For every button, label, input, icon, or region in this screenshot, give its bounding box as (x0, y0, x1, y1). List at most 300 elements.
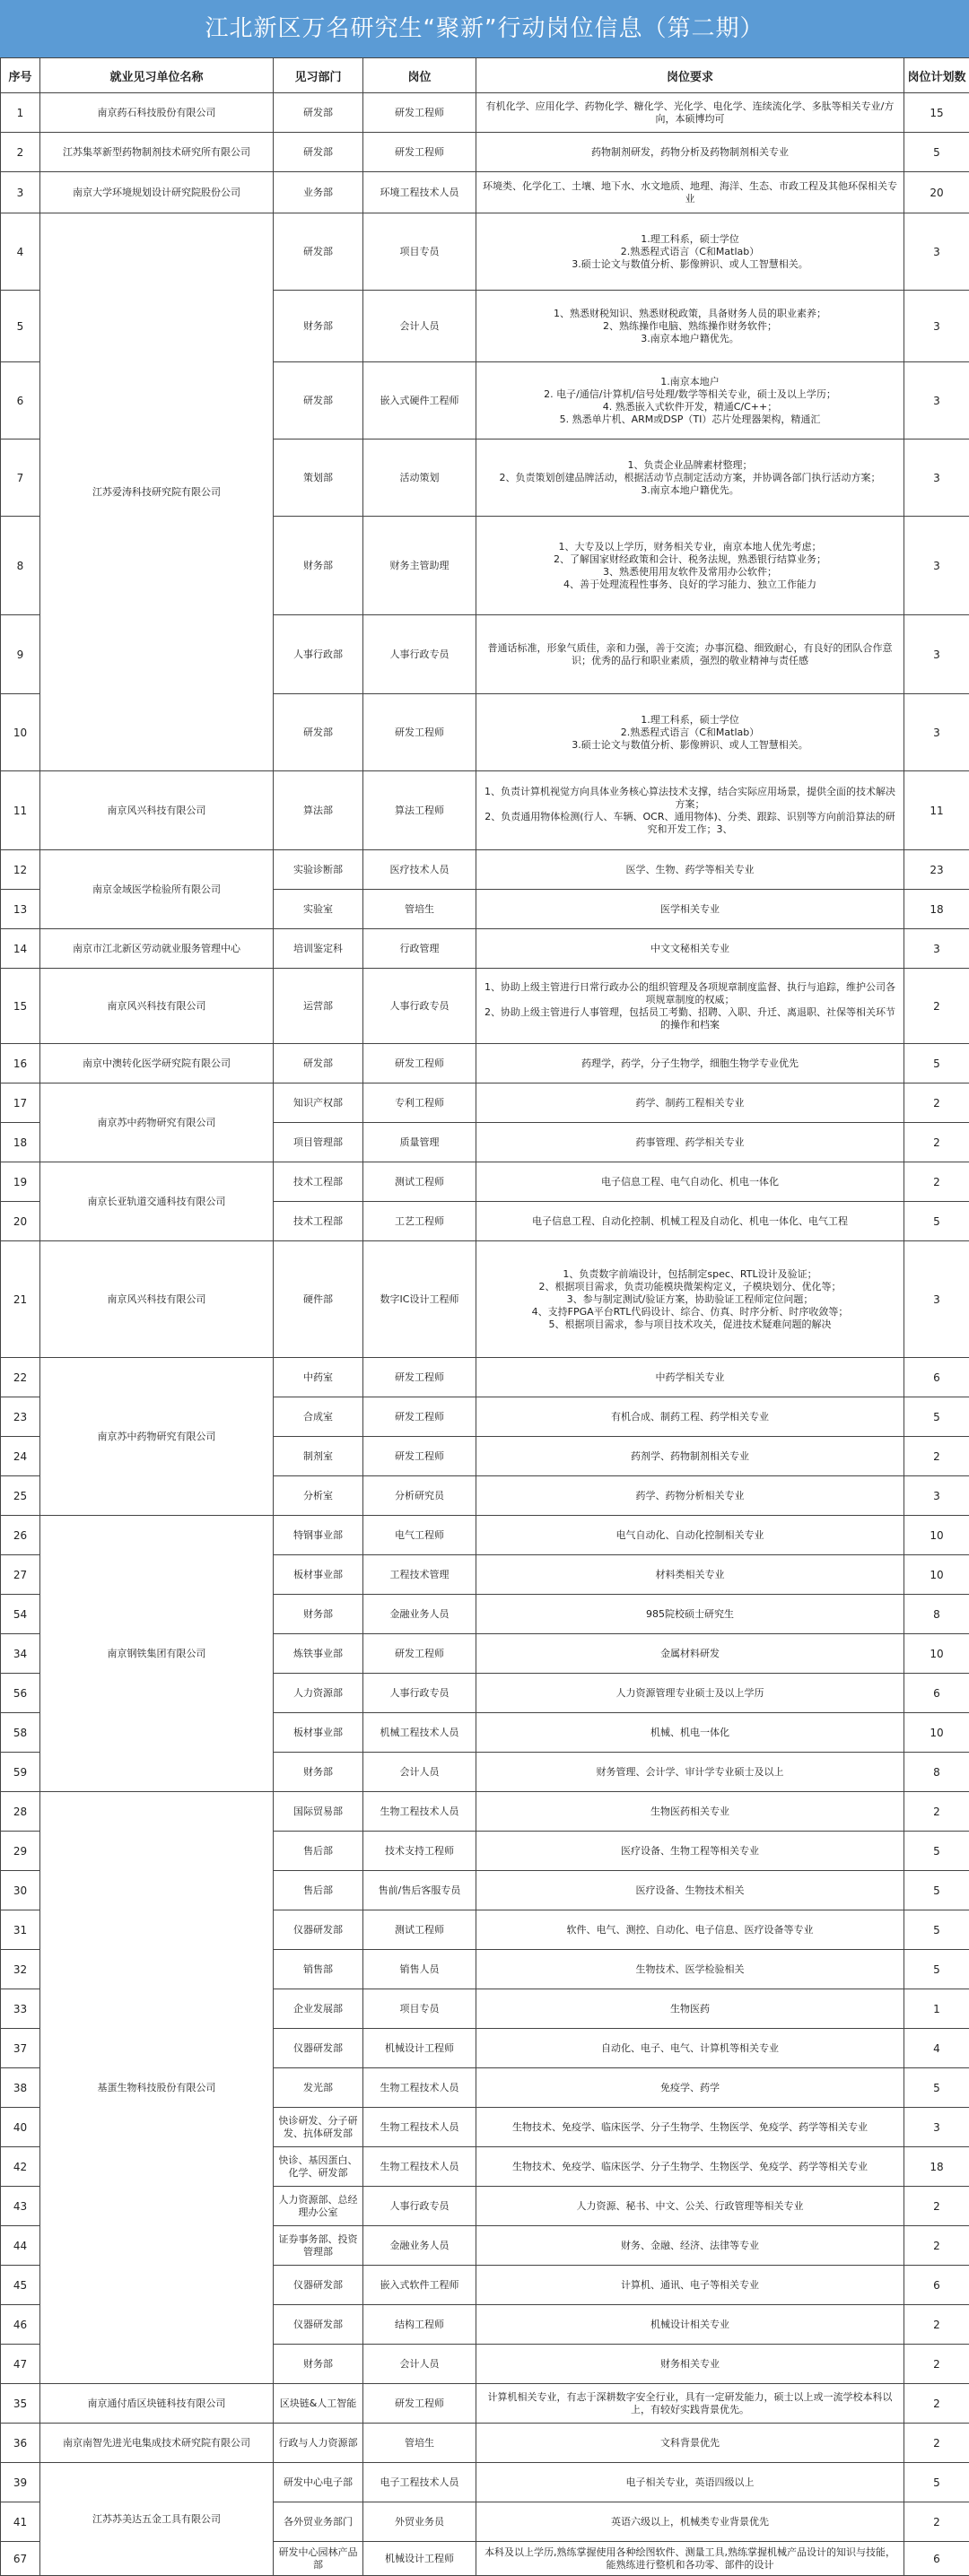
row-number: 8 (1, 517, 40, 615)
position: 机械设计工程师 (363, 2029, 476, 2068)
row-number: 56 (1, 1674, 40, 1713)
position: 工程技术管理 (363, 1555, 476, 1595)
row-number: 13 (1, 890, 40, 929)
department: 行政与人力资源部 (274, 2424, 363, 2463)
unit-name: 南京市江北新区劳动就业服务管理中心 (40, 929, 274, 969)
plan-count: 5 (904, 1832, 969, 1871)
plan-count: 3 (904, 1241, 969, 1358)
requirements: 1、熟悉财税知识、熟悉财税政策，具备财务人员的职业素养； 2、熟练操作电脑、熟练操作财务软件； 3.南京本地户籍优先。 (476, 291, 904, 362)
row-number: 17 (1, 1083, 40, 1123)
department: 人力资源部、总经理办公室 (274, 2187, 363, 2226)
position: 机械工程技术人员 (363, 1713, 476, 1753)
position: 结构工程师 (363, 2305, 476, 2345)
table-header-row (1, 58, 969, 93)
plan-count: 2 (904, 2384, 969, 2424)
table-row (1, 93, 969, 133)
unit-name: 南京大学环境规划设计研究院股份公司 (40, 172, 274, 213)
position: 研发工程师 (363, 694, 476, 771)
position: 生物工程技术人员 (363, 1792, 476, 1832)
requirements: 药学、制药工程相关专业 (476, 1083, 904, 1123)
table-body (1, 93, 969, 2576)
row-number: 21 (1, 1241, 40, 1358)
row-number: 31 (1, 1910, 40, 1950)
row-number: 3 (1, 172, 40, 213)
row-number: 4 (1, 213, 40, 291)
requirements: 机械设计相关专业 (476, 2305, 904, 2345)
header-count: 岗位计划数 (904, 58, 969, 93)
department: 研发部 (274, 694, 363, 771)
department: 财务部 (274, 1595, 363, 1634)
position: 行政管理 (363, 929, 476, 969)
unit-name: 南京药石科技股份有限公司 (40, 93, 274, 133)
department: 快诊研发、分子研发、抗体研发部 (274, 2108, 363, 2147)
row-number: 46 (1, 2305, 40, 2345)
position: 研发工程师 (363, 133, 476, 172)
plan-count: 11 (904, 771, 969, 850)
table-row (1, 2384, 969, 2424)
row-number: 54 (1, 1595, 40, 1634)
plan-count: 2 (904, 1123, 969, 1162)
row-number: 67 (1, 2542, 40, 2576)
department: 中药室 (274, 1358, 363, 1397)
department: 策划部 (274, 439, 363, 517)
unit-name: 南京风兴科技有限公司 (40, 1241, 274, 1358)
table-row (1, 929, 969, 969)
plan-count: 10 (904, 1713, 969, 1753)
position: 财务主管助理 (363, 517, 476, 615)
row-number: 43 (1, 2187, 40, 2226)
table-row (1, 2463, 969, 2502)
department: 财务部 (274, 2345, 363, 2384)
position: 电子工程技术人员 (363, 2463, 476, 2502)
header-requirements: 岗位要求 (476, 58, 904, 93)
department: 研发中心园林产品部 (274, 2542, 363, 2576)
table-row (1, 2424, 969, 2463)
position: 技术支持工程师 (363, 1832, 476, 1871)
requirements: 有机合成、制药工程、药学相关专业 (476, 1397, 904, 1437)
row-number: 1 (1, 93, 40, 133)
row-number: 12 (1, 850, 40, 890)
department: 知识产权部 (274, 1083, 363, 1123)
requirements: 药物制剂研发，药物分析及药物制剂相关专业 (476, 133, 904, 172)
department: 算法部 (274, 771, 363, 850)
plan-count: 6 (904, 1674, 969, 1713)
plan-count: 1 (904, 1989, 969, 2029)
job-table (0, 57, 969, 2576)
requirements: 医学相关专业 (476, 890, 904, 929)
requirements: 机械、机电一体化 (476, 1713, 904, 1753)
plan-count: 5 (904, 133, 969, 172)
table-row (1, 133, 969, 172)
requirements: 医疗设备、生物工程等相关专业 (476, 1832, 904, 1871)
department: 合成室 (274, 1397, 363, 1437)
table-row (1, 969, 969, 1044)
plan-count: 5 (904, 1397, 969, 1437)
requirements: 1、负责计算机视觉方向具体业务核心算法技术支撑，结合实际应用场景，提供全面的技术解决方案； 2、负责通用物体检测(行人、车辆、OCR、通用物体)、分类、跟踪、识别等方向前沿算法的研究和开发工作；3、 (476, 771, 904, 850)
department: 财务部 (274, 291, 363, 362)
requirements: 软件、电气、测控、自动化、电子信息、医疗设备等专业 (476, 1910, 904, 1950)
department: 技术工程部 (274, 1162, 363, 1202)
row-number: 44 (1, 2226, 40, 2266)
requirements: 材料类相关专业 (476, 1555, 904, 1595)
position: 销售人员 (363, 1950, 476, 1989)
department: 分析室 (274, 1476, 363, 1516)
plan-count: 8 (904, 1595, 969, 1634)
position: 测试工程师 (363, 1162, 476, 1202)
row-number: 33 (1, 1989, 40, 2029)
department: 财务部 (274, 1753, 363, 1792)
department: 项目管理部 (274, 1123, 363, 1162)
requirements: 财务管理、会计学、审计学专业硕士及以上 (476, 1753, 904, 1792)
department: 研发中心电子部 (274, 2463, 363, 2502)
requirements: 1、负责企业品牌素材整理； 2、负责策划创建品牌活动，根据活动节点制定活动方案，并协调各部门执行活动方案； 3.南京本地户籍优先。 (476, 439, 904, 517)
table-row (1, 1044, 969, 1083)
requirements: 生物医药 (476, 1989, 904, 2029)
department: 实验室 (274, 890, 363, 929)
plan-count: 5 (904, 1910, 969, 1950)
requirements: 985院校硕士研究生 (476, 1595, 904, 1634)
row-number: 32 (1, 1950, 40, 1989)
table-row (1, 1358, 969, 1397)
row-number: 5 (1, 291, 40, 362)
row-number: 20 (1, 1202, 40, 1241)
unit-name: 基蛋生物科技股份有限公司 (40, 1792, 274, 2384)
requirements: 财务、金融、经济、法律等专业 (476, 2226, 904, 2266)
department: 仪器研发部 (274, 1910, 363, 1950)
requirements: 本科及以上学历,熟练掌握使用各种绘图软件、测量工具,熟练掌握机械产品设计的知识与技能，能熟练进行整机和各功零、部件的设计 (476, 2542, 904, 2576)
unit-name: 南京长亚轨道交通科技有限公司 (40, 1162, 274, 1241)
header-post: 岗位 (363, 58, 476, 93)
department: 实验诊断部 (274, 850, 363, 890)
plan-count: 6 (904, 1358, 969, 1397)
plan-count: 3 (904, 694, 969, 771)
unit-name: 南京苏中药物研究有限公司 (40, 1358, 274, 1516)
row-number: 41 (1, 2502, 40, 2542)
department: 特钢事业部 (274, 1516, 363, 1555)
unit-name: 南京通付盾区块链科技有限公司 (40, 2384, 274, 2424)
row-number: 34 (1, 1634, 40, 1674)
unit-name: 南京钢铁集团有限公司 (40, 1516, 274, 1792)
position: 人事行政专员 (363, 615, 476, 694)
department: 证券事务部、投资管理部 (274, 2226, 363, 2266)
requirements: 1.南京本地户 2. 电子/通信/计算机/信号处理/数学等相关专业，硕士及以上学历； 4. 熟悉嵌入式软件开发，精通C/C++； 5. 熟悉单片机、ARM或DSP（TI）芯片处理器架构，精通汇 (476, 362, 904, 439)
plan-count: 5 (904, 1044, 969, 1083)
plan-count: 2 (904, 2187, 969, 2226)
position: 电气工程师 (363, 1516, 476, 1555)
department: 人力资源部 (274, 1674, 363, 1713)
row-number: 40 (1, 2108, 40, 2147)
plan-count: 10 (904, 1555, 969, 1595)
department: 售后部 (274, 1832, 363, 1871)
requirements: 1、大专及以上学历，财务相关专业，南京本地人优先考虑； 2、了解国家财经政策和会计、税务法规，熟悉银行结算业务； 3、熟悉使用用友软件及常用办公软件； 4、善于处理流程性事务、良好的学习能力、独立工作能力 (476, 517, 904, 615)
plan-count: 2 (904, 2502, 969, 2542)
row-number: 59 (1, 1753, 40, 1792)
requirements: 生物技术、免疫学、临床医学、分子生物学、生物医学、免疫学、药学等相关专业 (476, 2108, 904, 2147)
department: 区块链&人工智能 (274, 2384, 363, 2424)
requirements: 计算机、通讯、电子等相关专业 (476, 2266, 904, 2305)
position: 嵌入式硬件工程师 (363, 362, 476, 439)
unit-name: 南京金域医学检验所有限公司 (40, 850, 274, 929)
row-number: 14 (1, 929, 40, 969)
department: 制剂室 (274, 1437, 363, 1476)
row-number: 16 (1, 1044, 40, 1083)
requirements: 1.理工科系，硕士学位 2.熟悉程式语言（C和Matlab） 3.硕士论文与数值分析、影像辨识、或人工智慧相关。 (476, 213, 904, 291)
row-number: 24 (1, 1437, 40, 1476)
row-number: 7 (1, 439, 40, 517)
row-number: 30 (1, 1871, 40, 1910)
plan-count: 2 (904, 2424, 969, 2463)
position: 会计人员 (363, 2345, 476, 2384)
unit-name: 南京苏中药物研究有限公司 (40, 1083, 274, 1162)
department: 培训鉴定科 (274, 929, 363, 969)
position: 外贸业务员 (363, 2502, 476, 2542)
requirements: 计算机相关专业，有志于深耕数字安全行业，具有一定研发能力，硕士以上或一流学校本科以上，有较好实践背景优先。 (476, 2384, 904, 2424)
row-number: 42 (1, 2147, 40, 2187)
plan-count: 8 (904, 1753, 969, 1792)
requirements: 财务相关专业 (476, 2345, 904, 2384)
requirements: 英语六级以上，机械类专业背景优先 (476, 2502, 904, 2542)
row-number: 9 (1, 615, 40, 694)
plan-count: 18 (904, 890, 969, 929)
plan-count: 3 (904, 2108, 969, 2147)
plan-count: 20 (904, 172, 969, 213)
row-number: 38 (1, 2068, 40, 2108)
requirements: 电子信息工程、电气自动化、机电一体化 (476, 1162, 904, 1202)
header-unit: 就业见习单位名称 (40, 58, 274, 93)
plan-count: 2 (904, 1792, 969, 1832)
department: 各外贸业务部门 (274, 2502, 363, 2542)
requirements: 中药学相关专业 (476, 1358, 904, 1397)
position: 嵌入式软件工程师 (363, 2266, 476, 2305)
position: 研发工程师 (363, 2384, 476, 2424)
requirements: 药学、药物分析相关专业 (476, 1476, 904, 1516)
position: 数字IC设计工程师 (363, 1241, 476, 1358)
department: 国际贸易部 (274, 1792, 363, 1832)
plan-count: 3 (904, 929, 969, 969)
requirements: 普通话标准，形象气质佳，亲和力强，善于交流；办事沉稳、细致耐心，有良好的团队合作意识；优秀的品行和职业素质，强烈的敬业精神与责任感 (476, 615, 904, 694)
requirements: 1、负责数字前端设计，包括制定spec、RTL设计及验证； 2、根据项目需求，负责功能模块微架构定义，子模块划分、优化等； 3、参与制定测试/验证方案，协助验证工程师定位问题； 4、支持FPGA平台RTL代码设计、综合、仿真、时序分析、时序收敛等； 5、根据项目需求，参与项目技术攻关，促进技术疑难问题的解决 (476, 1241, 904, 1358)
row-number: 19 (1, 1162, 40, 1202)
position: 项目专员 (363, 1989, 476, 2029)
requirements: 有机化学、应用化学、药物化学、糖化学、光化学、电化学、连续流化学、多肽等相关专业/方向，本硕博均可 (476, 93, 904, 133)
department: 硬件部 (274, 1241, 363, 1358)
table-row (1, 771, 969, 850)
department: 快诊、基因蛋白、化学、研发部 (274, 2147, 363, 2187)
requirements: 生物技术、医学检验相关 (476, 1950, 904, 1989)
requirements: 中文文秘相关专业 (476, 929, 904, 969)
row-number: 27 (1, 1555, 40, 1595)
plan-count: 3 (904, 291, 969, 362)
unit-name: 南京中澳转化医学研究院有限公司 (40, 1044, 274, 1083)
requirements: 1、协助上级主管进行日常行政办公的组织管理及各项规章制度监督、执行与追踪，维护公司各项规章制度的权威； 2、协助上级主管进行人事管理，包括员工考勤、招聘、入职、升迁、离退职、社保等相关环节的操作和档案 (476, 969, 904, 1044)
row-number: 15 (1, 969, 40, 1044)
requirements: 医疗设备、生物技术相关 (476, 1871, 904, 1910)
plan-count: 2 (904, 2305, 969, 2345)
department: 板材事业部 (274, 1555, 363, 1595)
row-number: 39 (1, 2463, 40, 2502)
row-number: 23 (1, 1397, 40, 1437)
department: 仪器研发部 (274, 2266, 363, 2305)
position: 管培生 (363, 2424, 476, 2463)
row-number: 6 (1, 362, 40, 439)
position: 生物工程技术人员 (363, 2147, 476, 2187)
position: 金融业务人员 (363, 2226, 476, 2266)
position: 活动策划 (363, 439, 476, 517)
department: 研发部 (274, 213, 363, 291)
row-number: 36 (1, 2424, 40, 2463)
header-dept: 见习部门 (274, 58, 363, 93)
table-row (1, 172, 969, 213)
row-number: 22 (1, 1358, 40, 1397)
department: 研发部 (274, 93, 363, 133)
plan-count: 3 (904, 517, 969, 615)
requirements: 电子相关专业，英语四级以上 (476, 2463, 904, 2502)
department: 研发部 (274, 362, 363, 439)
plan-count: 2 (904, 2345, 969, 2384)
plan-count: 23 (904, 850, 969, 890)
department: 仪器研发部 (274, 2305, 363, 2345)
table-row (1, 213, 969, 291)
unit-name: 南京风兴科技有限公司 (40, 969, 274, 1044)
requirements: 人力资源、秘书、中文、公关、行政管理等相关专业 (476, 2187, 904, 2226)
requirements: 环境类、化学化工、土壤、地下水、水文地质、地理、海洋、生态、市政工程及其他环保相关专业 (476, 172, 904, 213)
department: 发光部 (274, 2068, 363, 2108)
plan-count: 3 (904, 1476, 969, 1516)
plan-count: 3 (904, 615, 969, 694)
position: 金融业务人员 (363, 1595, 476, 1634)
position: 人事行政专员 (363, 969, 476, 1044)
row-number: 37 (1, 2029, 40, 2068)
requirements: 医学、生物、药学等相关专业 (476, 850, 904, 890)
plan-count: 10 (904, 1634, 969, 1674)
position: 售前/售后客服专员 (363, 1871, 476, 1910)
position: 会计人员 (363, 1753, 476, 1792)
department: 研发部 (274, 133, 363, 172)
position: 研发工程师 (363, 1437, 476, 1476)
row-number: 35 (1, 2384, 40, 2424)
plan-count: 18 (904, 2147, 969, 2187)
plan-count: 4 (904, 2029, 969, 2068)
plan-count: 5 (904, 2068, 969, 2108)
position: 分析研究员 (363, 1476, 476, 1516)
plan-count: 2 (904, 969, 969, 1044)
position: 管培生 (363, 890, 476, 929)
plan-count: 6 (904, 2542, 969, 2576)
position: 算法工程师 (363, 771, 476, 850)
position: 医疗技术人员 (363, 850, 476, 890)
plan-count: 2 (904, 1083, 969, 1123)
unit-name: 南京南智先进光电集成技术研究院有限公司 (40, 2424, 274, 2463)
position: 研发工程师 (363, 1397, 476, 1437)
row-number: 18 (1, 1123, 40, 1162)
requirements: 药剂学、药物制剂相关专业 (476, 1437, 904, 1476)
requirements: 自动化、电子、电气、计算机等相关专业 (476, 2029, 904, 2068)
unit-name: 南京风兴科技有限公司 (40, 771, 274, 850)
plan-count: 2 (904, 1162, 969, 1202)
department: 人事行政部 (274, 615, 363, 694)
plan-count: 2 (904, 1437, 969, 1476)
department: 售后部 (274, 1871, 363, 1910)
row-number: 25 (1, 1476, 40, 1516)
unit-name: 江苏爱涛科技研究院有限公司 (40, 213, 274, 771)
plan-count: 2 (904, 2226, 969, 2266)
row-number: 26 (1, 1516, 40, 1555)
plan-count: 3 (904, 362, 969, 439)
department: 业务部 (274, 172, 363, 213)
row-number: 45 (1, 2266, 40, 2305)
position: 研发工程师 (363, 1358, 476, 1397)
requirements: 药理学，药学，分子生物学，细胞生物学专业优先 (476, 1044, 904, 1083)
page-title: 江北新区万名研究生“聚新”行动岗位信息（第二期） (0, 0, 969, 57)
requirements: 电气自动化、自动化控制相关专业 (476, 1516, 904, 1555)
position: 人事行政专员 (363, 1674, 476, 1713)
department: 企业发展部 (274, 1989, 363, 2029)
unit-name: 江苏苏美达五金工具有限公司 (40, 2463, 274, 2576)
header-no: 序号 (1, 58, 40, 93)
requirements: 免疫学、药学 (476, 2068, 904, 2108)
plan-count: 5 (904, 1202, 969, 1241)
position: 机械设计工程师 (363, 2542, 476, 2576)
requirements: 金属材料研发 (476, 1634, 904, 1674)
position: 测试工程师 (363, 1910, 476, 1950)
position: 研发工程师 (363, 1044, 476, 1083)
position: 研发工程师 (363, 1634, 476, 1674)
requirements: 1.理工科系，硕士学位 2.熟悉程式语言（C和Matlab） 3.硕士论文与数值分析、影像辨识、或人工智慧相关。 (476, 694, 904, 771)
plan-count: 5 (904, 1950, 969, 1989)
table-row (1, 1792, 969, 1832)
position: 专利工程师 (363, 1083, 476, 1123)
row-number: 10 (1, 694, 40, 771)
plan-count: 5 (904, 2463, 969, 2502)
row-number: 58 (1, 1713, 40, 1753)
table-row (1, 1083, 969, 1123)
department: 炼铁事业部 (274, 1634, 363, 1674)
table-row (1, 850, 969, 890)
position: 生物工程技术人员 (363, 2108, 476, 2147)
table-row (1, 1162, 969, 1202)
position: 人事行政专员 (363, 2187, 476, 2226)
position: 工艺工程师 (363, 1202, 476, 1241)
table-row (1, 1516, 969, 1555)
row-number: 11 (1, 771, 40, 850)
position: 环境工程技术人员 (363, 172, 476, 213)
plan-count: 15 (904, 93, 969, 133)
plan-count: 6 (904, 2266, 969, 2305)
plan-count: 3 (904, 439, 969, 517)
department: 运营部 (274, 969, 363, 1044)
plan-count: 5 (904, 1871, 969, 1910)
position: 质量管理 (363, 1123, 476, 1162)
department: 财务部 (274, 517, 363, 615)
plan-count: 10 (904, 1516, 969, 1555)
position: 生物工程技术人员 (363, 2068, 476, 2108)
requirements: 电子信息工程、自动化控制、机械工程及自动化、机电一体化、电气工程 (476, 1202, 904, 1241)
position: 研发工程师 (363, 93, 476, 133)
row-number: 29 (1, 1832, 40, 1871)
department: 销售部 (274, 1950, 363, 1989)
row-number: 28 (1, 1792, 40, 1832)
row-number: 47 (1, 2345, 40, 2384)
department: 仪器研发部 (274, 2029, 363, 2068)
department: 技术工程部 (274, 1202, 363, 1241)
plan-count: 3 (904, 213, 969, 291)
department: 板材事业部 (274, 1713, 363, 1753)
position: 项目专员 (363, 213, 476, 291)
unit-name: 江苏集萃新型药物制剂技术研究所有限公司 (40, 133, 274, 172)
department: 研发部 (274, 1044, 363, 1083)
requirements: 药事管理、药学相关专业 (476, 1123, 904, 1162)
row-number: 2 (1, 133, 40, 172)
